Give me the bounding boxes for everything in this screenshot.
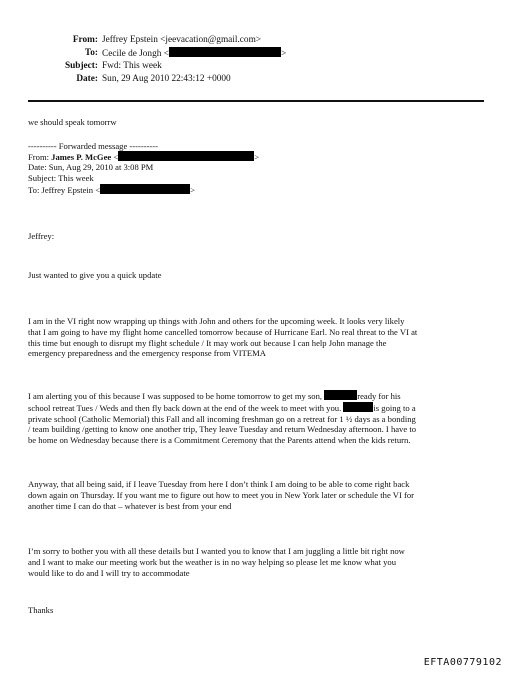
paragraph-line: I am in the VI right now wrapping up things with John and others for the upcoming week. It looks very likely bbox=[28, 316, 405, 326]
paragraph-line bbox=[28, 390, 498, 402]
p3-line1-end: ready for his bbox=[357, 391, 401, 401]
fwd-from-open: < bbox=[113, 152, 119, 162]
to-value-suffix: > bbox=[280, 49, 287, 59]
to-value bbox=[102, 47, 286, 61]
redaction-block bbox=[169, 47, 281, 57]
fwd-from-label: From: bbox=[28, 152, 50, 162]
paragraph-2 bbox=[28, 316, 498, 359]
subject-value: Fwd: This week bbox=[102, 61, 162, 71]
fwd-to-suffix: > bbox=[190, 185, 195, 195]
to-row bbox=[20, 47, 500, 60]
p3-line2-end: is going to a bbox=[373, 402, 416, 413]
paragraph-line: private school (Catholic Memorial) this Fall and all incoming freshman go on a retreat for 1 ½ days as a bonding bbox=[28, 413, 416, 424]
paragraph-line bbox=[28, 402, 498, 414]
from-value: Jeffrey Epstein <jeevacation@gmail.com> bbox=[102, 35, 262, 45]
paragraph-4 bbox=[28, 479, 498, 511]
document-id: EFTA00779102 bbox=[423, 657, 502, 668]
paragraph-line: and I want to make our meeting work but the weather is in no way helping so please let me know what you bbox=[28, 556, 397, 567]
forwarded-marker: ---------- Forwarded message ---------- bbox=[28, 141, 159, 151]
paragraph-line: this time but enough to disrupt my flight schedule / It may work out because I can help John manage the bbox=[28, 337, 387, 348]
redaction-block bbox=[118, 151, 254, 161]
fwd-subject-line: Subject: This week bbox=[28, 173, 94, 183]
paragraph-line: I’m sorry to bother you with all these details but I wanted you to know that I am juggling a little bit right now bbox=[28, 546, 405, 556]
to-value-prefix: Cecile de Jongh < bbox=[102, 49, 169, 59]
date-row bbox=[20, 73, 500, 86]
redaction-block bbox=[324, 390, 357, 400]
p3-line2-start: school retreat Tues / Weds and then fly back down at the end of the week to meet with you. bbox=[28, 402, 342, 413]
paragraph-line: Anyway, that all being said, if I leave Tuesday from here I don’t think I am doing to be able to come right back bbox=[28, 479, 410, 489]
date-value: Sun, 29 Aug 2010 22:43:12 +0000 bbox=[102, 74, 231, 84]
fwd-from-close: > bbox=[254, 152, 260, 162]
subject-label: Subject: bbox=[64, 61, 98, 71]
paragraph-line: down again on Thursday. If you want me to figure out how to meet you in New York later or schedule the VI for bbox=[28, 489, 414, 500]
paragraph-3 bbox=[28, 390, 498, 446]
paragraph-line: would like to do and I will try to accommodate bbox=[28, 567, 190, 578]
fwd-date-line: Date: Sun, Aug 29, 2010 at 3:08 PM bbox=[28, 162, 154, 172]
from-row bbox=[20, 34, 500, 47]
paragraph-line: be home on Wednesday because there is a Commitment Ceremony that the Parents attend when the kids return. bbox=[28, 435, 411, 446]
fwd-to-line bbox=[28, 184, 195, 196]
paragraph-line: / team building /getting to know one another trip, They leave Tuesday and return Wednesday afternoon. I have to bbox=[28, 424, 417, 435]
opening-line: we should speak tomorrw bbox=[28, 117, 117, 127]
header-divider bbox=[28, 100, 484, 102]
to-label: To: bbox=[84, 48, 98, 58]
p3-line1-start: I am alerting you of this because I was supposed to be home tomorrow to get my son, bbox=[28, 391, 323, 401]
date-label: Date: bbox=[76, 74, 98, 84]
closing: Thanks bbox=[28, 605, 54, 615]
paragraph-5 bbox=[28, 546, 498, 578]
paragraph-line: another time I can do that – whatever is best from your end bbox=[28, 500, 232, 511]
fwd-to-prefix: To: Jeffrey Epstein < bbox=[28, 185, 101, 195]
subject-row bbox=[20, 60, 500, 73]
paragraph-1: Just wanted to give you a quick update bbox=[28, 270, 162, 280]
from-label: From: bbox=[72, 35, 98, 45]
salutation: Jeffrey: bbox=[28, 231, 55, 241]
paragraph-line: emergency preparedness and the emergency response from VITEMA bbox=[28, 348, 266, 359]
fwd-from-name: James P. McGee bbox=[51, 152, 112, 162]
redaction-block bbox=[100, 184, 190, 194]
email-header bbox=[20, 34, 500, 94]
paragraph-line: that I am going to have my flight home cancelled tomorrow because of Hurricane Earl. No real threat to the VI at bbox=[28, 326, 418, 337]
redaction-block bbox=[343, 402, 373, 412]
